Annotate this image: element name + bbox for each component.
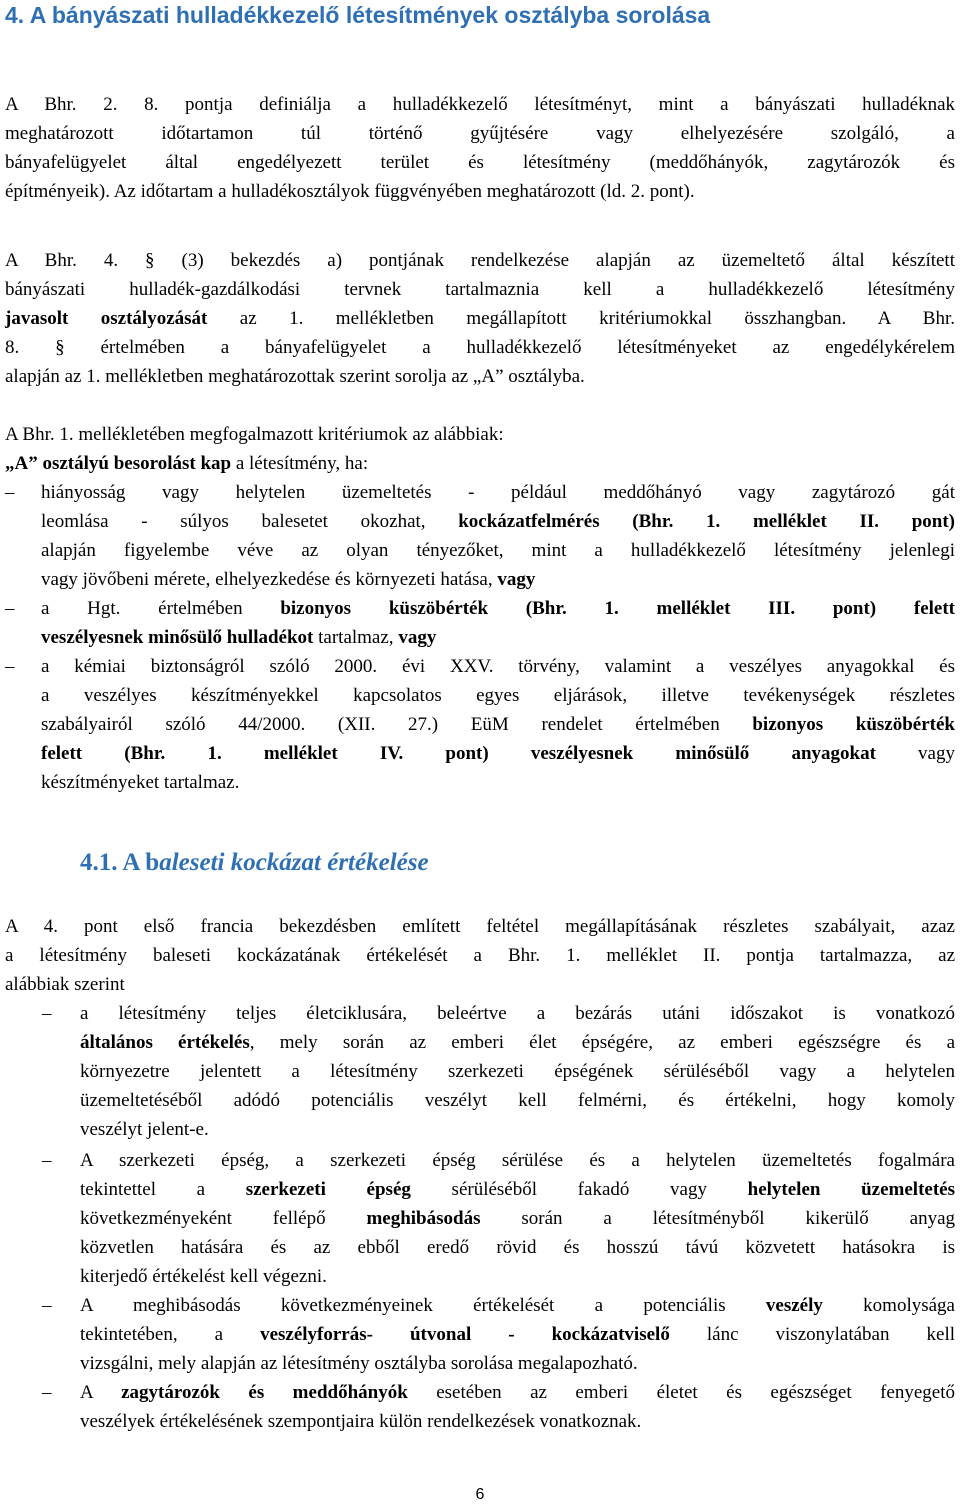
list-dash: – [42, 1295, 52, 1316]
text-line: alábbiak szerint [5, 974, 125, 995]
text-line: 8. § értelmében a bányafelügyelet a hulladékkezelő létesítményeket az engedélykérelem [5, 337, 955, 358]
list-item [80, 1378, 955, 1436]
paragraph-definition [5, 90, 955, 206]
text-line: veszélyek értékelésének szempontjaira külön rendelkezések vonatkoznak. [80, 1411, 642, 1432]
bold-term: vagy [497, 569, 536, 590]
page-number: 6 [475, 1486, 485, 1503]
text-line: A 4. pont első francia bekezdésben említett feltétel megállapításának részletes szabályait, azaz [5, 916, 955, 937]
text-line: veszélyesnek minősülő hulladékot tartalmaz, vagy [41, 627, 437, 648]
text-line: tekintetében, a veszélyforrás- útvonal - kockázatviselő lánc viszonylatában kell [80, 1324, 955, 1345]
bold-term: vagy [398, 627, 437, 648]
text-line: a létesítmény teljes életciklusára, beleértve a bezárás utáni időszakot is vonatkozó [80, 1003, 955, 1024]
list-dash: – [42, 1382, 52, 1403]
bold-term: általános értékelés [80, 1032, 250, 1053]
list-dash: – [42, 1150, 52, 1171]
bold-term: „A” osztályú besorolást kap [5, 453, 232, 474]
paragraph-criteria [5, 420, 955, 478]
bold-term: veszély [765, 1295, 823, 1316]
text-line: vizsgálni, mely alapján az létesítmény osztályba sorolása megalapozható. [80, 1353, 638, 1374]
text-line: kiterjedő értékelést kell végezni. [80, 1266, 327, 1287]
text-line: szabályairól szóló 44/2000. (XII. 27.) EüM rendelet értelmében bizonyos küszöbérték [41, 714, 955, 735]
text-line: általános értékelés, mely során az emberi élet épségére, az emberi egészségre és a [80, 1032, 955, 1053]
text-line: meghatározott időtartamon túl történő gyűjtésére vagy elhelyezésére szolgáló, a [5, 123, 955, 144]
bold-term: helytelen üzemeltetés [747, 1179, 955, 1200]
text-line: a létesítmény baleseti kockázatának értékelését a Bhr. 1. melléklet II. pontja tartalmazza, az [5, 945, 955, 966]
list-dash: – [5, 656, 15, 677]
text-line: alapján figyelembe véve az olyan tényezőket, mint a hulladékkezelő létesítmény jelenlegi [41, 540, 955, 561]
bold-term: veszélyesnek minősülő hulladékot [41, 627, 314, 648]
bold-term: bizonyos küszöbérték (Bhr. 1. melléklet III. pont) felett [280, 598, 955, 619]
list-item [41, 594, 955, 652]
paragraph-risk-intro [5, 912, 955, 999]
bold-term: szerkezeti épség [245, 1179, 411, 1200]
list-item [41, 478, 955, 594]
text-line: A zagytározók és meddőhányók esetében az emberi életet és egészséget fenyegető [80, 1382, 955, 1403]
text-line: „A” osztályú besorolást kap a létesítmény, ha: [5, 453, 369, 474]
text-line: A meghibásodás következményeinek értékelését a potenciális veszély komolysága [80, 1295, 955, 1316]
text-line: bányászati hulladék-gazdálkodási tervnek tartalmaznia kell a hulladékkezelő létesítmény [5, 279, 955, 300]
bold-term: javasolt osztályozását [5, 308, 208, 329]
text-line: üzemeltetéséből adódó potenciális veszélyt kell felmérni, és értékelni, hogy komoly [80, 1090, 955, 1111]
list-dash: – [5, 598, 15, 619]
text-line: alapján az 1. mellékletben meghatározottak szerint sorolja az „A” osztályba. [5, 366, 585, 387]
bold-term: meghibásodás [366, 1208, 481, 1229]
text-line: környezetre jelentett a létesítmény szerkezeti épségének sérüléséből vagy a helytelen [80, 1061, 955, 1082]
bold-term: zagytározók és meddőhányók [121, 1382, 408, 1403]
section-heading: 4. A bányászati hulladékkezelő létesítmények osztályba sorolása [5, 2, 711, 28]
text-line: A Bhr. 4. § (3) bekezdés a) pontjának rendelkezése alapján az üzemeltető által készített [5, 250, 955, 271]
list-dash: – [42, 1003, 52, 1024]
text-line: vagy jövőbeni mérete, elhelyezkedése és környezeti hatása, vagy [41, 569, 536, 590]
text-line: veszélyt jelent-e. [80, 1119, 209, 1140]
bold-term: kockázatfelmérés (Bhr. 1. melléklet II. pont) [458, 511, 955, 532]
paragraph-plan [5, 246, 955, 391]
text-line: bányafelügyelet által engedélyezett terület és létesítmény (meddőhányók, zagytározók és [5, 152, 955, 173]
subsection-heading: 4.1. A baleseti kockázat értékelése [80, 849, 429, 876]
text-line: készítményeket tartalmaz. [41, 772, 240, 793]
text-line: javasolt osztályozását az 1. mellékletben megállapított kritériumokkal összhangban. A Bhr. [5, 308, 955, 329]
text-line: felett (Bhr. 1. melléklet IV. pont) veszélyesnek minősülő anyagokat vagy [41, 743, 955, 764]
list-item [80, 1291, 955, 1378]
text-line: tekintettel a szerkezeti épség sérüléséből fakadó vagy helytelen üzemeltetés [80, 1179, 955, 1200]
text-line: A Bhr. 2. 8. pontja definiálja a hulladékkezelő létesítményt, mint a bányászati hulladéknak [5, 94, 955, 115]
text-line: következményeként fellépő meghibásodás során a létesítményből kikerülő anyag [80, 1208, 956, 1229]
list-item [80, 1146, 955, 1291]
text-line: leomlása - súlyos balesetet okozhat, kockázatfelmérés (Bhr. 1. melléklet II. pont) [41, 511, 955, 532]
text-line: a veszélyes készítményekkel kapcsolatos egyes eljárások, illetve tevékenységek részletes [41, 685, 955, 706]
text-line: építményeik). Az időtartam a hulladékosztályok függvényében meghatározott (ld. 2. pont). [5, 181, 695, 202]
text-line: A Bhr. 1. mellékletében megfogalmazott kritériumok az alábbiak: [5, 424, 504, 445]
list-item [41, 652, 955, 797]
bold-term: veszélyforrás- útvonal - kockázatviselő [260, 1324, 670, 1345]
text-line: a kémiai biztonságról szóló 2000. évi XXV. törvény, valamint a veszélyes anyagokkal és [41, 656, 955, 677]
text-line: a Hgt. értelmében bizonyos küszöbérték (Bhr. 1. melléklet III. pont) felett [41, 598, 955, 619]
text-line: közvetlen hatására és az ebből eredő rövid és hosszú távú közvetett hatásokra is [80, 1237, 955, 1258]
bold-term: felett (Bhr. 1. melléklet IV. pont) veszélyesnek minősülő anyagokat [41, 743, 876, 764]
text-line: A szerkezeti épség, a szerkezeti épség sérülése és a helytelen üzemeltetés fogalmára [80, 1150, 955, 1171]
list-item [80, 999, 955, 1144]
list-dash: – [5, 482, 15, 503]
bold-term: bizonyos küszöbérték [752, 714, 955, 735]
text-line: hiányosság vagy helytelen üzemeltetés - például meddőhányó vagy zagytározó gát [41, 482, 955, 503]
